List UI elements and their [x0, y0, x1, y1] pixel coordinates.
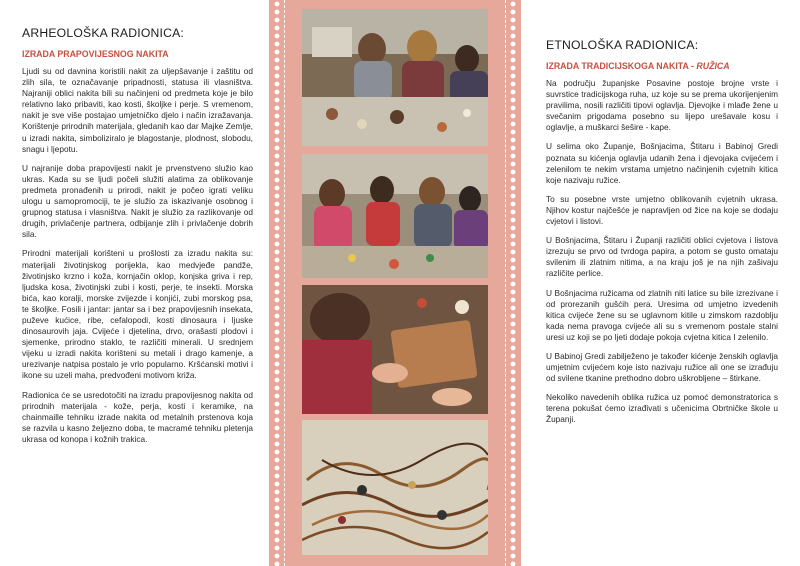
- ethnology-title: ETNOLOŠKA RADIONICA:: [546, 38, 699, 52]
- photo-hands-leather: [302, 285, 488, 414]
- photo-strip: [269, 0, 521, 566]
- archaeology-subtitle: IZRADA PRAPOVIJESNOG NAKITA: [22, 49, 169, 59]
- archaeology-paragraph-1: Ljudi su od davnina koristili nakit za uljepšavanje i zaštitu od zlih sila, te označavanje pripadnosti, statusa ili vlasništva. Najraniji oblici nakita bili su načinjeni od predmeta koje je bilo relativno lako pribaviti, kao kosti, školjke i perje. S vremenom, nakit je sve više postajao umjetničko djelo i način izražavanja. Korištenje prirodnih materijala, gledanih kao dar Majke Zemlje, u izradi nakita, simboliziralo je blagostanje, plodnost, slobodu, snagu i ljepotu.: [22, 66, 253, 154]
- ethnology-subtitle-text: IZRADA TRADICIJSKOGA NAKITA -: [546, 61, 697, 71]
- photo-workshop-table: [302, 9, 488, 146]
- ethnology-paragraph-4: U Bošnjacima, Štitaru i Županji različiti oblici cvjetova i listova izrezuju se prvo od tvrdoga papira, a potom se gusto omataju svilenim ili zlatnim nitima, a na kraju još je na njih zašivaju različite perlice.: [546, 235, 778, 279]
- ethnology-paragraph-5: U Bošnjacima ružicama od zlatnih niti latice su bile izrezivane i od prorezanih gušćih pera. Uresima od umjetno izvedenih kitica cvijeće žene su se uglavnom kitile u zimskom razdoblju kada nema pravoga cvijeće ali su s vremenom postale stalni uresi uz koji se po ljeti dodaje pokoja cvjetna kitica I zelenilo.: [546, 287, 778, 342]
- archaeology-paragraph-4: Radionica će se usredotočiti na izradu prapovijesnog nakita od prirodnih materijala - kože, perja, kosti i keramike, na chainmaille tehniku izrade nakita od metalnih prstenova koja se razvila u kasno željezno doba, te macramé tehniku pletenja ukrasa od konopa i kožnih trakica.: [22, 389, 253, 444]
- ethnology-paragraph-7: Nekoliko navedenih oblika ružica uz pomoć demonstratorica s terena pokušat ćemo izrađivati s učenicima Obrtničke škole u Županji.: [546, 392, 778, 425]
- archaeology-paragraph-3: Prirodni materijali korišteni u prošlosti za izradu nakita su: materijali životinjskog porijekla, kao medvjeđe pandže, životinjsko krzno i koža, kornjačin oklop, konjska griva i rep, ljudska kosa, životinjski zubi i kosti, perje, te insekti. Morska bića, kao koralji, morske zvijezde i konjići, zubi morskog psa, te školjke. Fosili i jantar: jantar sa i bez prapovijesnih insekata, pužеve kućice, ribe, cefalopodi, kosti dinosaura i ljuske dinosaurovih jaja. Cvijeće i djetelina, drvo, orašasti plodovi i sjemenke, prirodno staklo, te različiti minerali. U srednjem vijeku u izradi nakita korišteni su metali i drago kamenje, a urezivanje natpisa postalo je vrlo popularno. Kršćanski motivi i ikone su uzeli maha, predvođeni motivom križa.: [22, 248, 253, 381]
- photo-students-crafting-image: [302, 154, 488, 278]
- ethnology-paragraph-2: U selima oko Županje, Bošnjacima, Štitaru i Babinoj Gredi poznata su kićenja oglavlja udanih žena i djevojaka cvijećem i zelenilom te nekim vrstama umjetno načinjenih cvjetnih kitica koje nazivaju ružice.: [546, 141, 778, 185]
- photo-hands-leather-image: [302, 285, 488, 414]
- archaeology-column: [22, 26, 253, 453]
- stitch-line-left: [284, 0, 285, 566]
- photo-leather-cords-image: [302, 420, 488, 555]
- scallop-border-left: [273, 0, 281, 566]
- ethnology-subtitle-italic: RUŽICA: [696, 61, 730, 71]
- stitch-line-right: [505, 0, 506, 566]
- ethnology-column: [546, 38, 778, 434]
- ethnology-subtitle: [546, 61, 778, 71]
- archaeology-paragraph-2: U najranije doba prapovijesti nakit je prvenstveno služio kao ukras. Kada su se ljudi počeli služiti alatima za oblikovanje predmeta pronađenih u prirodi, nakit je počeo igrati veliku ulogu u samopromociji, te je služio za iskazivanje osobnog i grupnog statusa i vlasništva. Nakit je služio za razlikovanje od drugih, privlačenje partnera, odbijanje zlih i privlačenje dobrih sila.: [22, 162, 253, 240]
- scallop-border-right: [509, 0, 517, 566]
- archaeology-title: ARHEOLOŠKA RADIONICA:: [22, 26, 184, 40]
- ethnology-paragraph-1: Na području županjske Posavine postoje brojne vrste i suvrstice tradicijskoga ruha, uz koje su se prema ukorijenjenim pravilima, nosili različiti tipovi oglavlja. Djevojke i mlađe žene u svečanim prigodama posebno su lijepo urešavale kosu i oglavlje, a muškarci šešire - kape.: [546, 78, 778, 133]
- ethnology-paragraph-6: U Babinoj Gredi zabilježeno je također kićenje ženskih oglavlja umjetnim cvijećem koje isto nazivaju ružice ali one se izrađuju od svilene tkanine prethodno dobro uškrobljene – štirkane.: [546, 350, 778, 384]
- ethnology-paragraph-3: To su posebne vrste umjetno oblikovanih cvjetnih ukrasa. Njihov kostur najčešće je napravljen od žice na koje se dodaju cvjetovi i listovi.: [546, 193, 778, 227]
- photo-workshop-table-image: [302, 9, 488, 146]
- photo-students-crafting: [302, 154, 488, 278]
- photo-leather-cords: [302, 420, 488, 555]
